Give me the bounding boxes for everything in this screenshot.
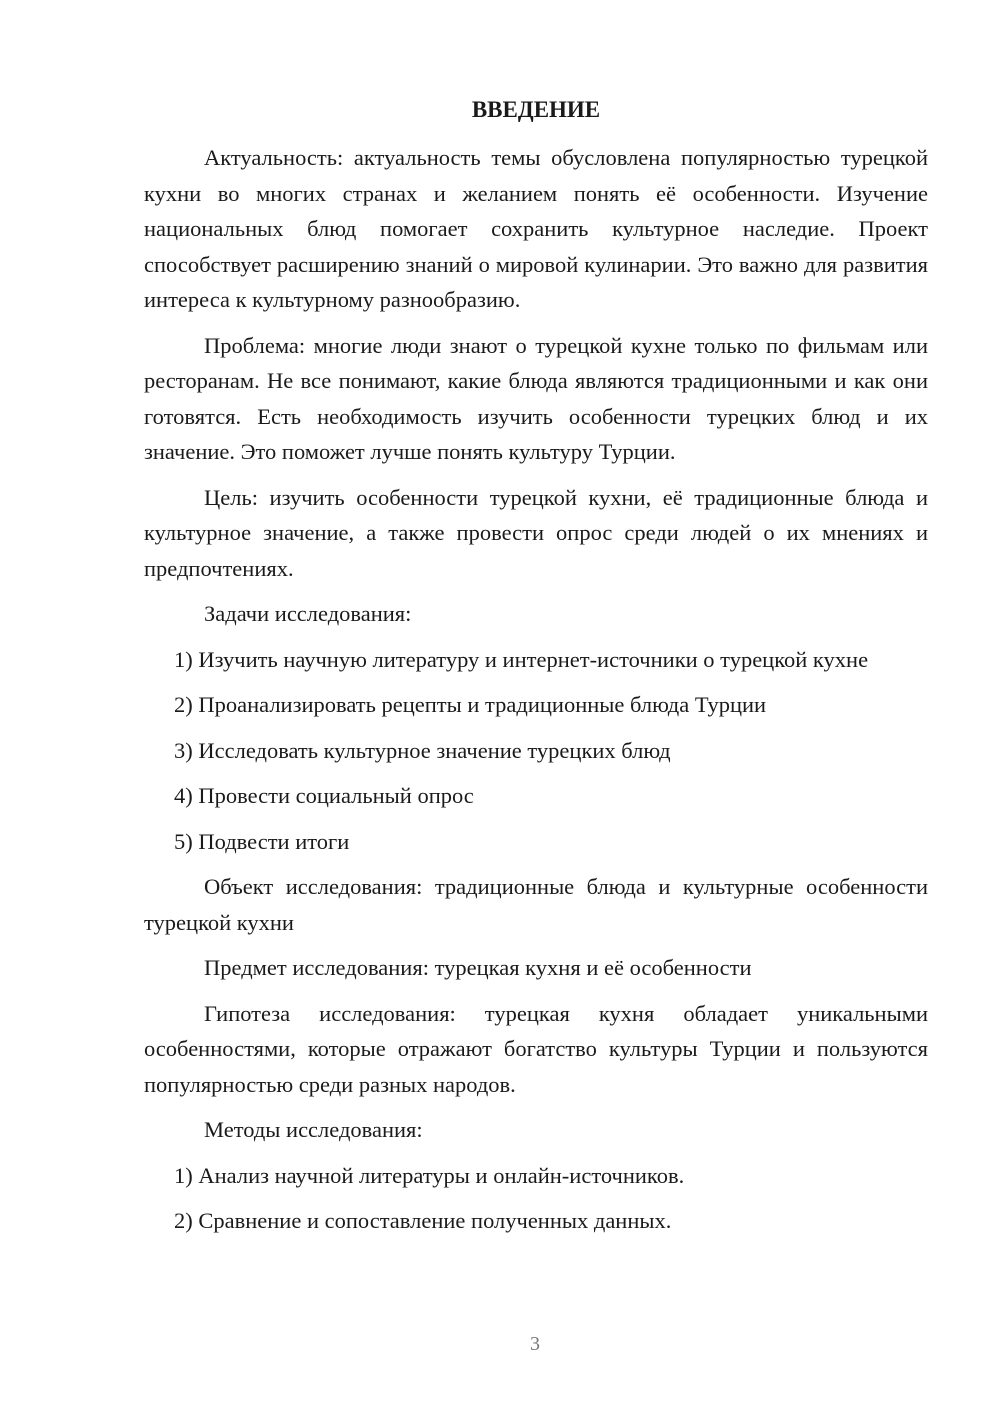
subject-paragraph: Предмет исследования: турецкая кухня и её особенности <box>204 955 752 980</box>
task-item: 1) Изучить научную литературу и интернет-источники о турецкой кухне <box>174 646 869 672</box>
problem-paragraph: Проблема: многие люди знают о турецкой кухне только по фильмам или ресторанам. Не все понимают, какие блюда являются традиционными и как они готовятся. Есть необходимость изучить особенности турецких блюд и их значение. Это поможет лучше понять культуру Турции. <box>144 332 928 464</box>
tasks-heading: Задачи исследования: <box>204 601 412 626</box>
hypothesis-paragraph: Гипотеза исследования: турецкая кухня обладает уникальными особенностями, которые отражают богатство культуры Турции и пользуются популярностью среди разных народов. <box>144 1000 928 1097</box>
task-item: 2) Проанализировать рецепты и традиционные блюда Турции <box>174 692 767 717</box>
task-item: 4) Провести социальный опрос <box>174 783 474 808</box>
task-item: 3) Исследовать культурное значение турецких блюд <box>174 737 671 763</box>
goal-paragraph: Цель: изучить особенности турецкой кухни, её традиционные блюда и культурное значение, а также провести опрос среди людей о их мнениях и предпочтениях. <box>144 484 928 581</box>
page-number: 3 <box>530 1333 540 1355</box>
task-item: 5) Подвести итоги <box>174 828 350 854</box>
page-title: ВВЕДЕНИЕ <box>471 97 601 122</box>
relevance-paragraph: Актуальность: актуальность темы обусловлена популярностью турецкой кухни во многих странах и желанием понять её особенности. Изучение национальных блюд помогает сохранить культурное наследие. Проект способствует расширению знаний о мировой кулинарии. Это важно для развития интереса к культурному разнообразию. <box>144 145 928 312</box>
object-paragraph: Объект исследования: традиционные блюда и культурные особенности турецкой кухни <box>144 874 928 935</box>
method-item: 2) Сравнение и сопоставление полученных данных. <box>174 1208 672 1233</box>
methods-heading: Методы исследования: <box>204 1117 423 1142</box>
document-page <box>144 92 928 1249</box>
method-item: 1) Анализ научной литературы и онлайн-источников. <box>174 1162 685 1188</box>
